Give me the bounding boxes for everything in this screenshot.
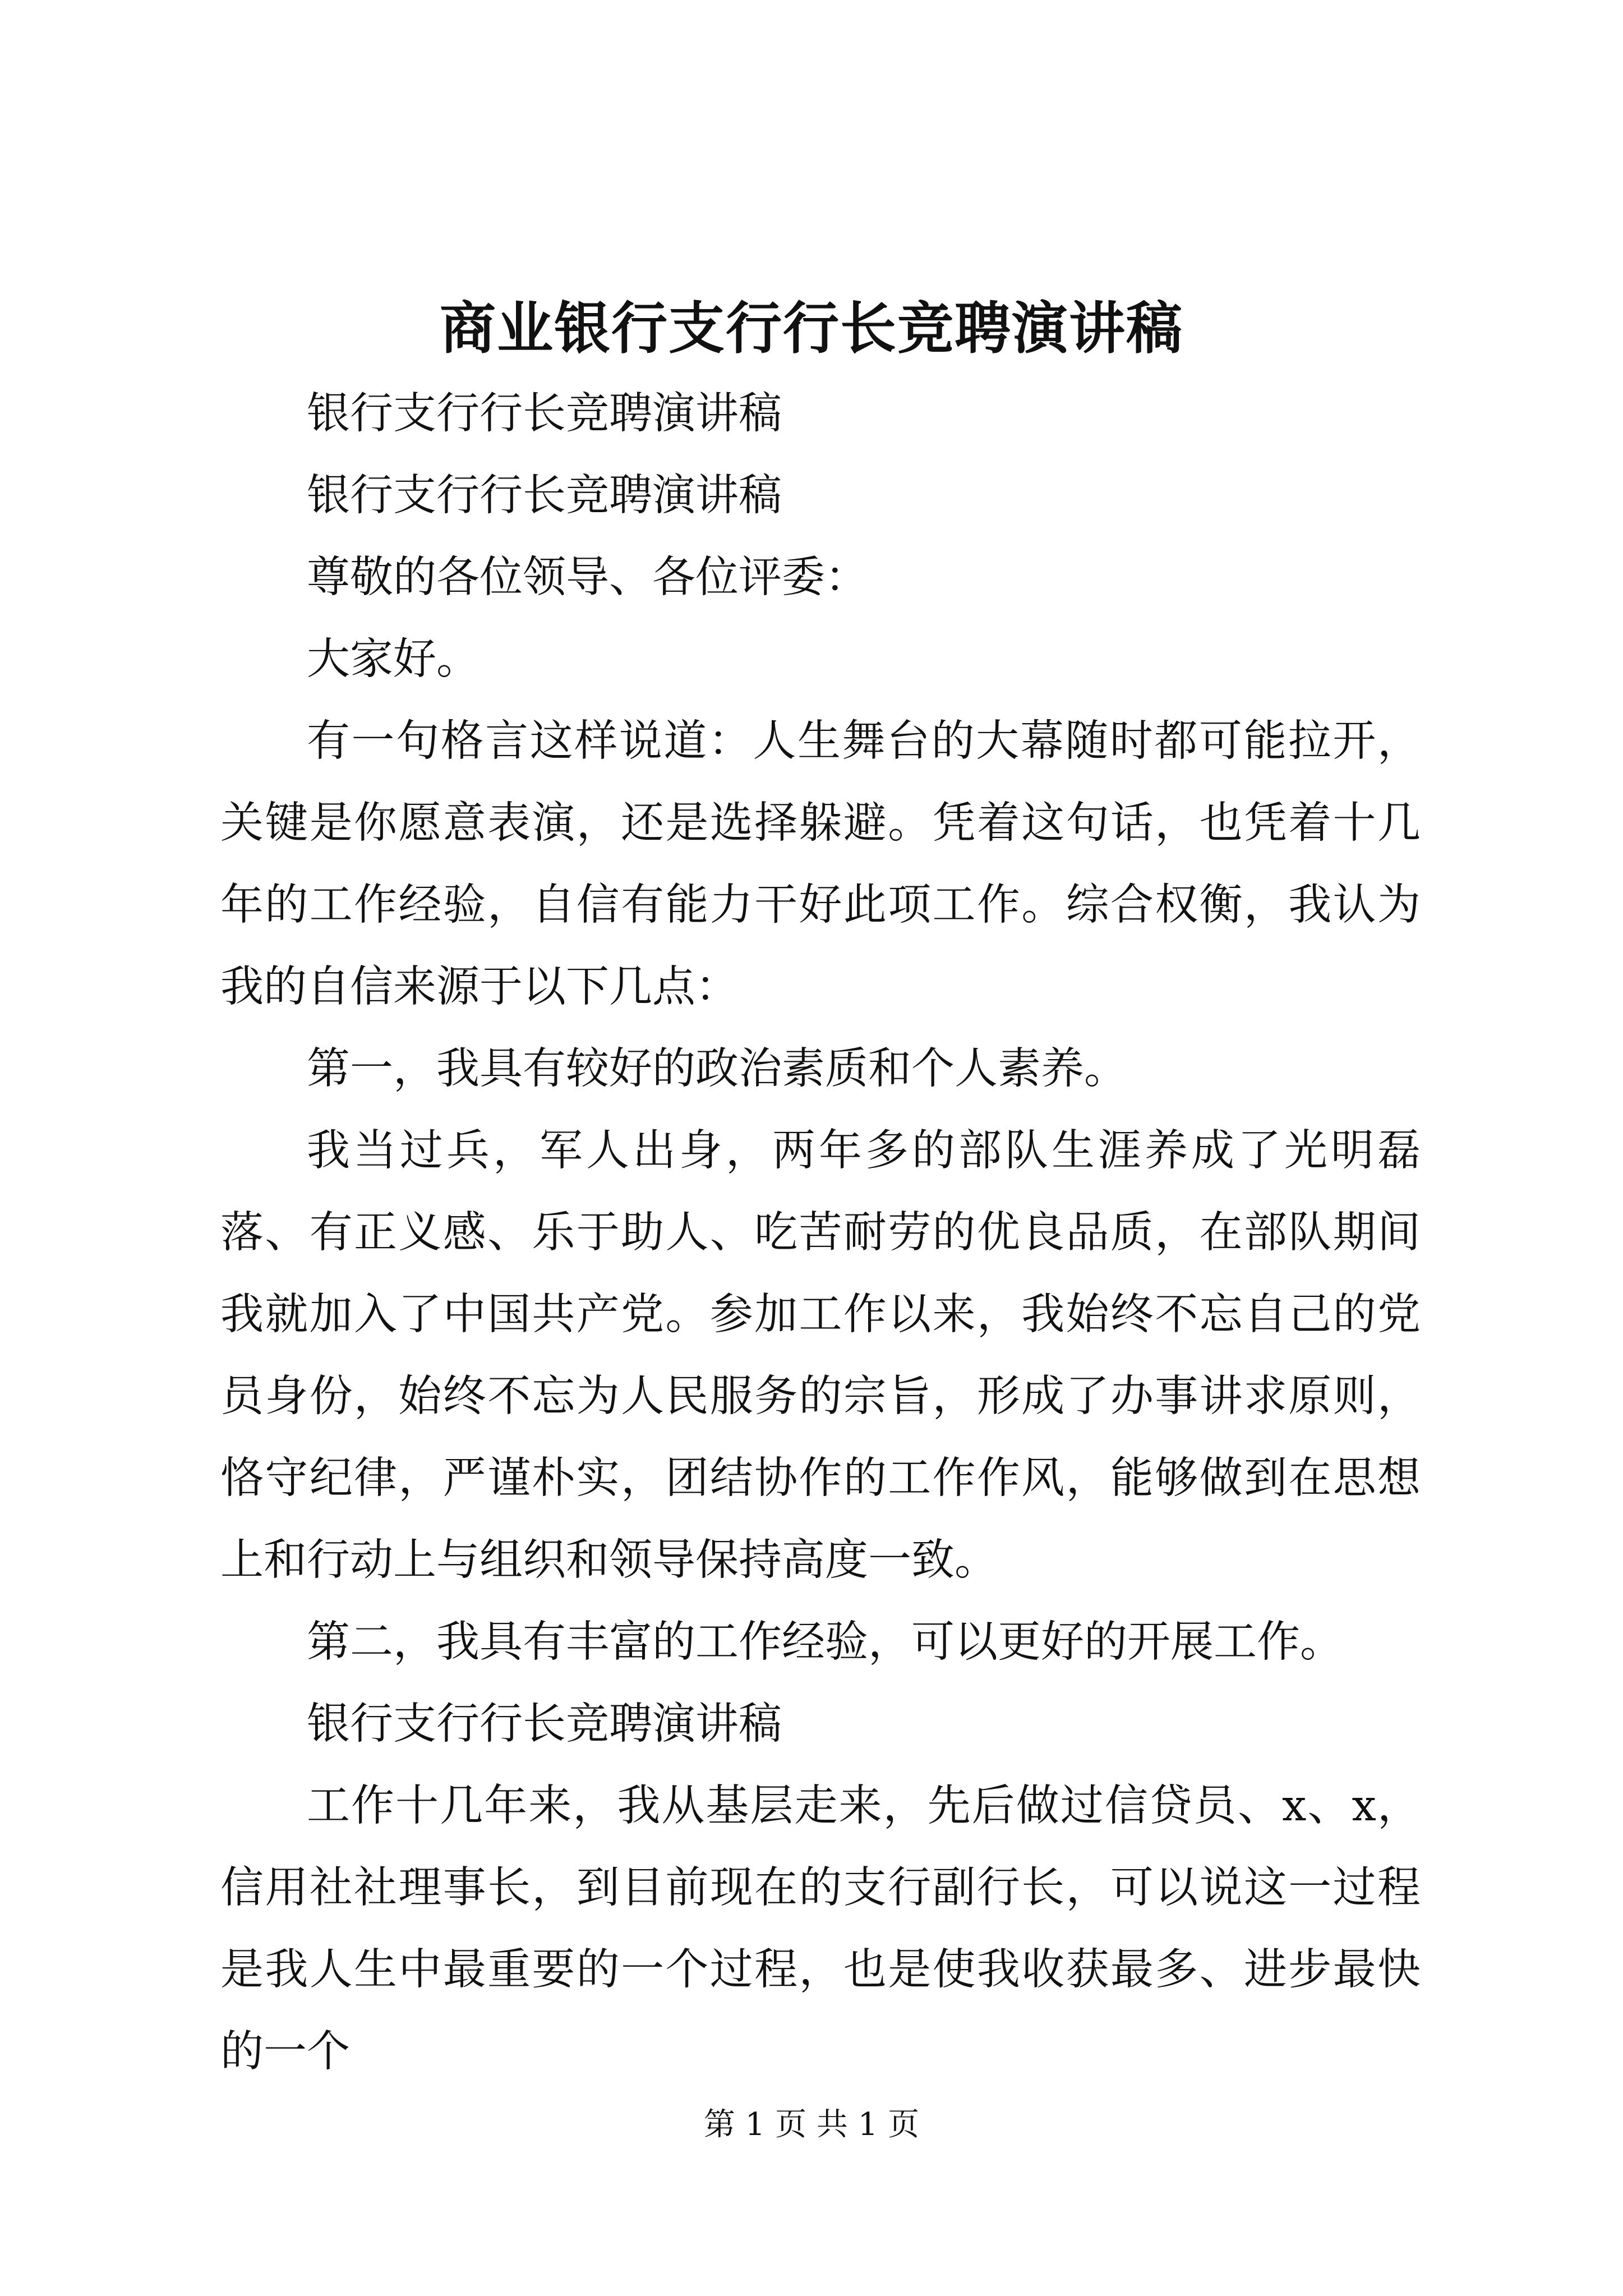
- paragraph-subtitle-1: 银行支行行长竞聘演讲稿: [307, 389, 782, 439]
- paragraph-military-background: 我当过兵，军人出身，两年多的部队生涯养成了光明磊落、有正义感、乐于助人、吃苦耐劳的优良品质，在部队期间我就加入了中国共产党。参加工作以来，我始终不忘自己的党员身份，始终不忘为人民服务的宗旨，形成了办事讲求原则，恪守纪律，严谨朴实，团结协作的工作作风，能够做到在思想上和行动上与组织和领导保持高度一致。: [220, 1126, 1421, 1585]
- paragraph-greeting: 大家好。: [307, 634, 479, 684]
- document-title: 商业银行支行行长竞聘演讲稿: [440, 295, 1183, 361]
- paragraph-point-one: 第一，我具有较好的政治素质和个人素养。: [307, 1044, 1127, 1094]
- paragraph-work-experience: 工作十几年来，我从基层走来，先后做过信贷员、x、x，信用社社理事长，到目前现在的支行副行长，可以说这一过程是我人生中最重要的一个过程，也是使我收获最多、进步最快的一个: [220, 1781, 1421, 2077]
- document-body: [220, 373, 1421, 2093]
- paragraph-point-two: 第二，我具有丰富的工作经验，可以更好的开展工作。: [307, 1617, 1343, 1667]
- paragraph-introduction: 有一句格言这样说道：人生舞台的大幕随时都可能拉开，关键是你愿意表演，还是选择躲避。凭着这句话，也凭着十几年的工作经验，自信有能力干好此项工作。综合权衡，我认为我的自信来源于以下几点：: [220, 716, 1421, 1012]
- paragraph-salutation: 尊敬的各位领导、各位评委：: [307, 553, 868, 602]
- paragraph-subtitle-3: 银行支行行长竞聘演讲稿: [307, 1699, 782, 1749]
- paragraph-subtitle-2: 银行支行行长竞聘演讲稿: [307, 471, 782, 521]
- page-footer: 第 1 页 共 1 页: [703, 2106, 920, 2143]
